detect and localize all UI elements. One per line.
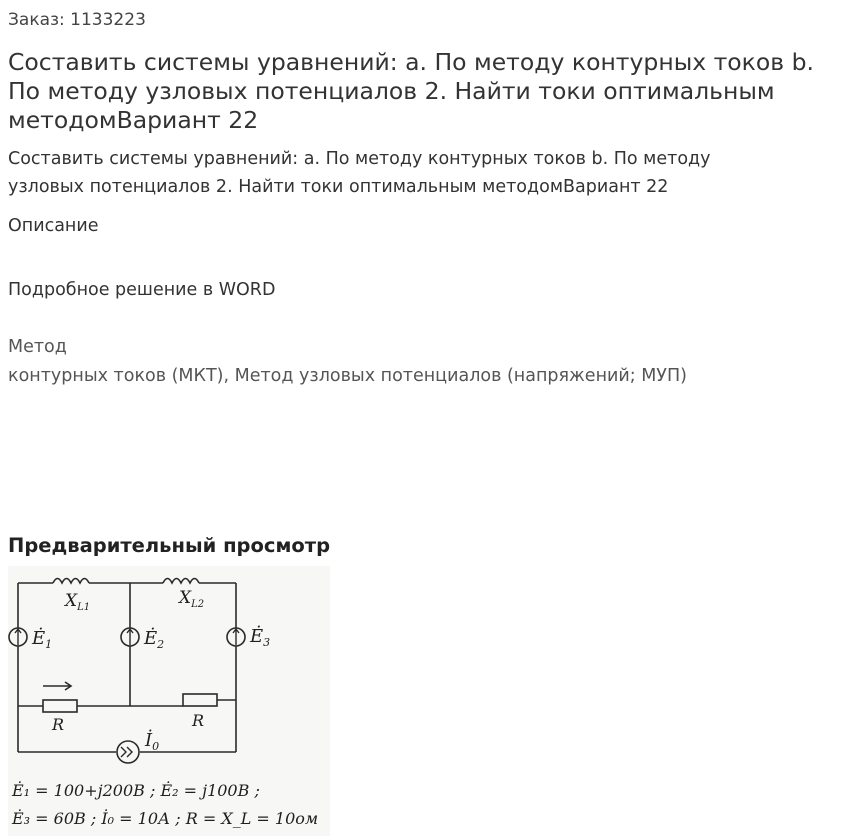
label-e3: $Ė_3$	[250, 626, 271, 649]
page-subtitle	[8, 145, 838, 201]
preview-image	[8, 566, 330, 836]
current-source-i0	[117, 741, 139, 763]
description-text: Подробное решение в WORD	[8, 280, 276, 300]
label-r-left: R	[52, 715, 65, 734]
method-label: Метод	[8, 337, 67, 357]
inductor-xl2	[163, 579, 199, 584]
label-e1: $Ė_1$	[32, 628, 53, 651]
resistor-right	[183, 694, 217, 706]
label-xl1: $X_{L1}$	[65, 591, 91, 613]
resistor-left	[43, 700, 77, 712]
order-number: Заказ: 1133223	[8, 10, 146, 30]
circuit-diagram	[8, 566, 330, 836]
formula-line-1: Ė₁ = 100+j200В ; Ė₂ = j100В ;	[12, 781, 260, 800]
method-text: контурных токов (МКТ), Метод узловых потенциалов (напряжений; МУП)	[8, 366, 687, 386]
description-heading: Описание	[8, 216, 99, 236]
page-title	[8, 48, 838, 135]
inductor-xl1	[53, 579, 89, 584]
label-r-right: R	[192, 711, 205, 730]
label-i0: $İ_0$	[145, 730, 160, 753]
page-subtitle-line-2: узловых потенциалов 2. Найти токи оптимальным методомВариант 22	[8, 177, 669, 197]
page-title-line-2: По методу узловых потенциалов 2. Найти токи оптимальным	[8, 77, 775, 105]
preview-heading: Предварительный просмотр	[8, 534, 331, 557]
page-title-line-3: методомВариант 22	[8, 106, 259, 134]
label-xl2: $X_{L2}$	[179, 588, 205, 610]
page-subtitle-line-1: Составить системы уравнений: a. По методу контурных токов b. По методу	[8, 149, 711, 169]
label-e2: $Ė_2$	[144, 628, 165, 651]
formula-line-2: Ė₃ = 60В ; İ₀ = 10А ; R = X_L = 10ом	[12, 809, 319, 828]
page-title-line-1: Составить системы уравнений: a. По методу контурных токов b.	[8, 48, 814, 76]
